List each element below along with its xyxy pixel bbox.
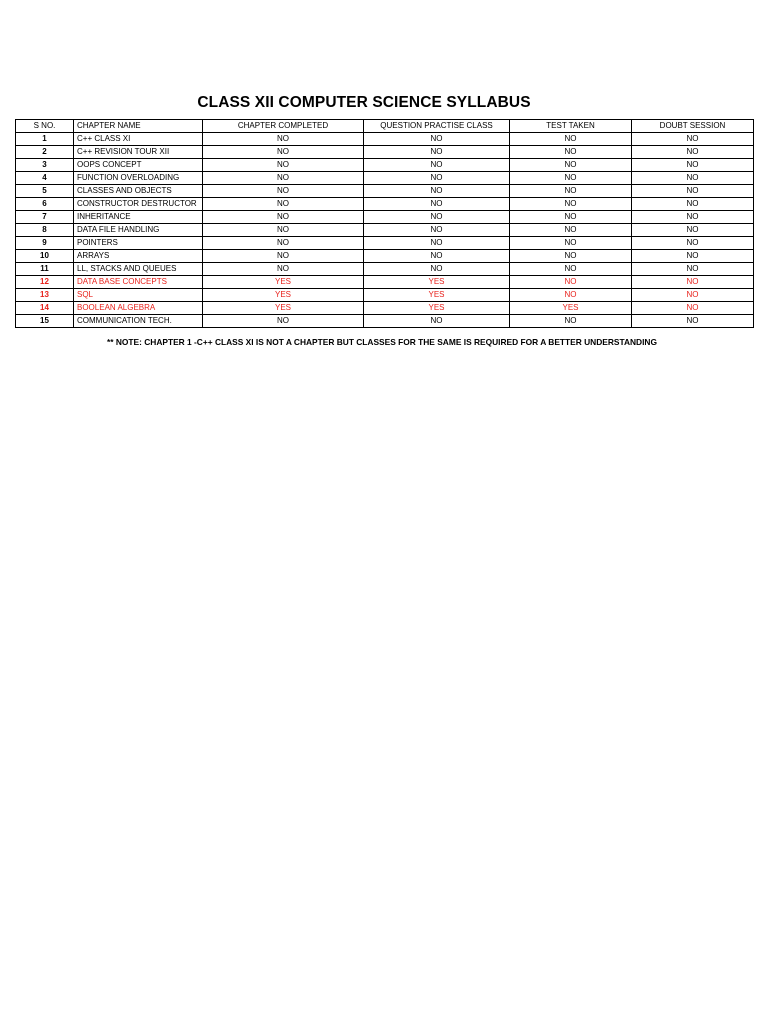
cell-question-practise-class: NO bbox=[364, 198, 510, 211]
cell-doubt-session: NO bbox=[632, 146, 754, 159]
cell-chapter-completed: NO bbox=[203, 224, 364, 237]
cell-chapter-completed: NO bbox=[203, 263, 364, 276]
cell-doubt-session: NO bbox=[632, 250, 754, 263]
cell-test-taken: NO bbox=[510, 315, 632, 328]
cell-question-practise-class: YES bbox=[364, 302, 510, 315]
cell-test-taken: NO bbox=[510, 198, 632, 211]
cell-doubt-session: NO bbox=[632, 172, 754, 185]
cell-test-taken: NO bbox=[510, 289, 632, 302]
cell-chapter-completed: YES bbox=[203, 276, 364, 289]
cell-chapter-completed: NO bbox=[203, 133, 364, 146]
table-body bbox=[16, 133, 754, 328]
cell-chapter-completed: NO bbox=[203, 146, 364, 159]
cell-doubt-session: NO bbox=[632, 224, 754, 237]
cell-sno: 8 bbox=[16, 224, 74, 237]
cell-question-practise-class: NO bbox=[364, 315, 510, 328]
table-row bbox=[16, 159, 754, 172]
header-chapter-completed: CHAPTER COMPLETED bbox=[203, 120, 364, 133]
cell-chapter-name: C++ CLASS XI bbox=[74, 133, 203, 146]
cell-chapter-name: LL, STACKS AND QUEUES bbox=[74, 263, 203, 276]
cell-chapter-name: ARRAYS bbox=[74, 250, 203, 263]
cell-question-practise-class: NO bbox=[364, 211, 510, 224]
cell-sno: 6 bbox=[16, 198, 74, 211]
cell-doubt-session: NO bbox=[632, 315, 754, 328]
cell-chapter-completed: NO bbox=[203, 172, 364, 185]
cell-chapter-completed: NO bbox=[203, 315, 364, 328]
cell-chapter-name: CLASSES AND OBJECTS bbox=[74, 185, 203, 198]
table-row bbox=[16, 302, 754, 315]
cell-chapter-name: COMMUNICATION TECH. bbox=[74, 315, 203, 328]
cell-doubt-session: NO bbox=[632, 276, 754, 289]
footnote: ** NOTE: CHAPTER 1 -C++ CLASS XI IS NOT A CHAPTER BUT CLASSES FOR THE SAME IS REQUIRED FOR A BETTER UNDERSTANDING bbox=[107, 337, 657, 347]
cell-sno: 2 bbox=[16, 146, 74, 159]
cell-chapter-name: OOPS CONCEPT bbox=[74, 159, 203, 172]
cell-sno: 5 bbox=[16, 185, 74, 198]
cell-chapter-completed: NO bbox=[203, 185, 364, 198]
cell-question-practise-class: NO bbox=[364, 159, 510, 172]
cell-sno: 7 bbox=[16, 211, 74, 224]
header-chapter-name: CHAPTER NAME bbox=[74, 120, 203, 133]
cell-sno: 12 bbox=[16, 276, 74, 289]
cell-doubt-session: NO bbox=[632, 185, 754, 198]
cell-test-taken: NO bbox=[510, 250, 632, 263]
cell-test-taken: NO bbox=[510, 276, 632, 289]
cell-question-practise-class: NO bbox=[364, 263, 510, 276]
cell-test-taken: NO bbox=[510, 237, 632, 250]
table-row bbox=[16, 133, 754, 146]
cell-sno: 1 bbox=[16, 133, 74, 146]
cell-test-taken: NO bbox=[510, 224, 632, 237]
cell-test-taken: YES bbox=[510, 302, 632, 315]
cell-sno: 11 bbox=[16, 263, 74, 276]
cell-chapter-name: DATA FILE HANDLING bbox=[74, 224, 203, 237]
header-test-taken: TEST TAKEN bbox=[510, 120, 632, 133]
table-row bbox=[16, 211, 754, 224]
cell-question-practise-class: NO bbox=[364, 224, 510, 237]
cell-question-practise-class: YES bbox=[364, 289, 510, 302]
cell-question-practise-class: NO bbox=[364, 250, 510, 263]
cell-chapter-name: FUNCTION OVERLOADING bbox=[74, 172, 203, 185]
cell-question-practise-class: NO bbox=[364, 237, 510, 250]
cell-question-practise-class: NO bbox=[364, 185, 510, 198]
cell-question-practise-class: NO bbox=[364, 133, 510, 146]
cell-chapter-completed: NO bbox=[203, 250, 364, 263]
table-row bbox=[16, 263, 754, 276]
table-row bbox=[16, 315, 754, 328]
cell-sno: 14 bbox=[16, 302, 74, 315]
cell-doubt-session: NO bbox=[632, 198, 754, 211]
cell-sno: 13 bbox=[16, 289, 74, 302]
cell-chapter-name: CONSTRUCTOR DESTRUCTOR bbox=[74, 198, 203, 211]
cell-test-taken: NO bbox=[510, 172, 632, 185]
cell-question-practise-class: NO bbox=[364, 172, 510, 185]
cell-chapter-name: DATA BASE CONCEPTS bbox=[74, 276, 203, 289]
cell-test-taken: NO bbox=[510, 185, 632, 198]
cell-doubt-session: NO bbox=[632, 159, 754, 172]
cell-sno: 9 bbox=[16, 237, 74, 250]
cell-test-taken: NO bbox=[510, 211, 632, 224]
cell-chapter-name: INHERITANCE bbox=[74, 211, 203, 224]
cell-doubt-session: NO bbox=[632, 263, 754, 276]
header-sno: S NO. bbox=[16, 120, 74, 133]
cell-test-taken: NO bbox=[510, 263, 632, 276]
table-row bbox=[16, 250, 754, 263]
cell-question-practise-class: NO bbox=[364, 146, 510, 159]
cell-doubt-session: NO bbox=[632, 237, 754, 250]
cell-chapter-completed: YES bbox=[203, 289, 364, 302]
cell-chapter-name: SQL bbox=[74, 289, 203, 302]
cell-chapter-completed: YES bbox=[203, 302, 364, 315]
table-header-row bbox=[16, 120, 754, 133]
table-row bbox=[16, 172, 754, 185]
page-title: CLASS XII COMPUTER SCIENCE SYLLABUS bbox=[197, 94, 531, 111]
table-row bbox=[16, 198, 754, 211]
cell-sno: 3 bbox=[16, 159, 74, 172]
cell-doubt-session: NO bbox=[632, 302, 754, 315]
cell-sno: 4 bbox=[16, 172, 74, 185]
header-question-practise-class: QUESTION PRACTISE CLASS bbox=[364, 120, 510, 133]
cell-chapter-completed: NO bbox=[203, 159, 364, 172]
cell-test-taken: NO bbox=[510, 133, 632, 146]
header-doubt-session: DOUBT SESSION bbox=[632, 120, 754, 133]
cell-test-taken: NO bbox=[510, 146, 632, 159]
table-row bbox=[16, 289, 754, 302]
cell-doubt-session: NO bbox=[632, 133, 754, 146]
table-row bbox=[16, 146, 754, 159]
cell-chapter-completed: NO bbox=[203, 211, 364, 224]
table-row bbox=[16, 276, 754, 289]
cell-chapter-completed: NO bbox=[203, 237, 364, 250]
cell-chapter-name: POINTERS bbox=[74, 237, 203, 250]
cell-doubt-session: NO bbox=[632, 211, 754, 224]
cell-test-taken: NO bbox=[510, 159, 632, 172]
syllabus-table bbox=[15, 119, 754, 328]
cell-chapter-name: C++ REVISION TOUR XII bbox=[74, 146, 203, 159]
table-row bbox=[16, 224, 754, 237]
cell-chapter-name: BOOLEAN ALGEBRA bbox=[74, 302, 203, 315]
cell-sno: 10 bbox=[16, 250, 74, 263]
table-row bbox=[16, 185, 754, 198]
cell-question-practise-class: YES bbox=[364, 276, 510, 289]
cell-chapter-completed: NO bbox=[203, 198, 364, 211]
cell-doubt-session: NO bbox=[632, 289, 754, 302]
cell-sno: 15 bbox=[16, 315, 74, 328]
table-row bbox=[16, 237, 754, 250]
